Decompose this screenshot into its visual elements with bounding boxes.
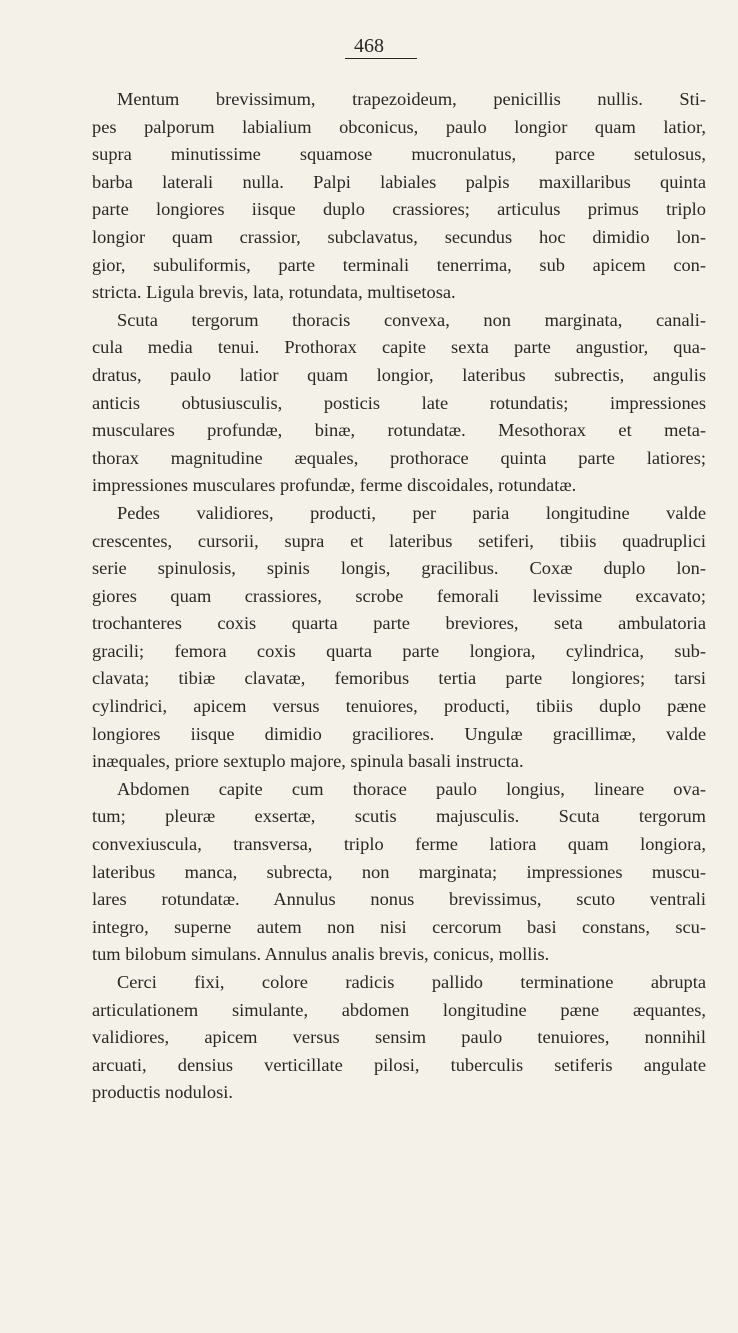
text-line: barba laterali nulla. Palpi labiales palpis maxillaribus quinta: [92, 171, 706, 192]
text-line: longiores iisque dimidio graciliores. Ungulæ gracillimæ, valde: [92, 723, 706, 744]
text-line: Pedes validiores, producti, per paria longitudine valde: [117, 502, 706, 523]
paragraph-cerci: [92, 969, 706, 1107]
paragraph-scuta-thoracis: [92, 307, 706, 500]
text-line: giores quam crassiores, scrobe femorali levissime excavato;: [92, 585, 706, 606]
text-line: productis nodulosi.: [92, 1082, 233, 1103]
text-line: tum bilobum simulans. Annulus analis brevis, conicus, mollis.: [92, 944, 550, 965]
text-body: [92, 86, 706, 1107]
text-line: lares rotundatæ. Annulus nonus brevissimus, scuto ventrali: [92, 889, 706, 910]
text-line: Abdomen capite cum thorace paulo longius, lineare ova-: [117, 778, 706, 799]
text-line: Cerci fixi, colore radicis pallido terminatione abrupta: [117, 972, 706, 992]
page-number-rule: [345, 58, 417, 59]
paragraph-pedes: [92, 500, 706, 776]
text-line: clavata; tibiæ clavatæ, femoribus tertia parte longiores; tarsi: [92, 668, 706, 689]
text-line: gracili; femora coxis quarta parte longiora, cylindrica, sub-: [92, 640, 706, 661]
text-line: serie spinulosis, spinis longis, gracilibus. Coxæ duplo lon-: [92, 558, 706, 579]
text-line: crescentes, cursorii, supra et lateribus setiferi, tibiis quadruplici: [92, 530, 706, 551]
text-line: impressiones musculares profundæ, ferme discoidales, rotundatæ.: [92, 475, 577, 496]
text-line: tum; pleuræ exsertæ, scutis majusculis. Scuta tergorum: [92, 806, 706, 827]
text-line: anticis obtusiusculis, posticis late rotundatis; impressiones: [92, 392, 706, 413]
text-line: convexiuscula, transversa, triplo ferme latiora quam longiora,: [92, 834, 706, 855]
text-line: cylindrici, apicem versus tenuiores, producti, tibiis duplo pæne: [92, 696, 706, 717]
text-line: stricta. Ligula brevis, lata, rotundata, multisetosa.: [92, 282, 456, 303]
text-line: pes palporum labialium obconicus, paulo longior quam latior,: [92, 116, 706, 137]
text-line: musculares profundæ, binæ, rotundatæ. Mesothorax et meta-: [92, 420, 706, 441]
text-line: cula media tenui. Prothorax capite sexta parte angustior, qua-: [92, 337, 706, 358]
text-line: trochanteres coxis quarta parte breviores, seta ambulatoria: [92, 613, 706, 634]
text-line: articulationem simulante, abdomen longitudine pæne æquantes,: [92, 999, 706, 1020]
text-line: integro, superne autem non nisi cercorum basi constans, scu-: [92, 916, 706, 937]
text-line: supra minutissime squamose mucronulatus, parce setulosus,: [92, 144, 706, 165]
text-line: arcuati, densius verticillate pilosi, tuberculis setiferis angulate: [92, 1054, 706, 1075]
text-line: inæquales, priore sextuplo majore, spinula basali instructa.: [92, 751, 524, 772]
text-line: thorax magnitudine æquales, prothorace quinta parte latiores;: [92, 447, 706, 468]
text-line: Scuta tergorum thoracis convexa, non marginata, canali-: [117, 309, 706, 330]
page-number: 468: [354, 35, 384, 57]
text-line: Mentum brevissimum, trapezoideum, penicillis nullis. Sti-: [117, 89, 706, 109]
paragraph-mentum: [92, 86, 706, 307]
paragraph-abdomen: [92, 776, 706, 969]
text-line: longior quam crassior, subclavatus, secundus hoc dimidio lon-: [92, 226, 706, 247]
text-line: validiores, apicem versus sensim paulo tenuiores, nonnihil: [92, 1027, 706, 1048]
text-line: lateribus manca, subrecta, non marginata; impressiones muscu-: [92, 861, 706, 882]
text-line: dratus, paulo latior quam longior, lateribus subrectis, angulis: [92, 364, 706, 385]
text-line: gior, subuliformis, parte terminali tenerrima, sub apicem con-: [92, 254, 706, 275]
text-line: parte longiores iisque duplo crassiores; articulus primus triplo: [92, 199, 706, 220]
